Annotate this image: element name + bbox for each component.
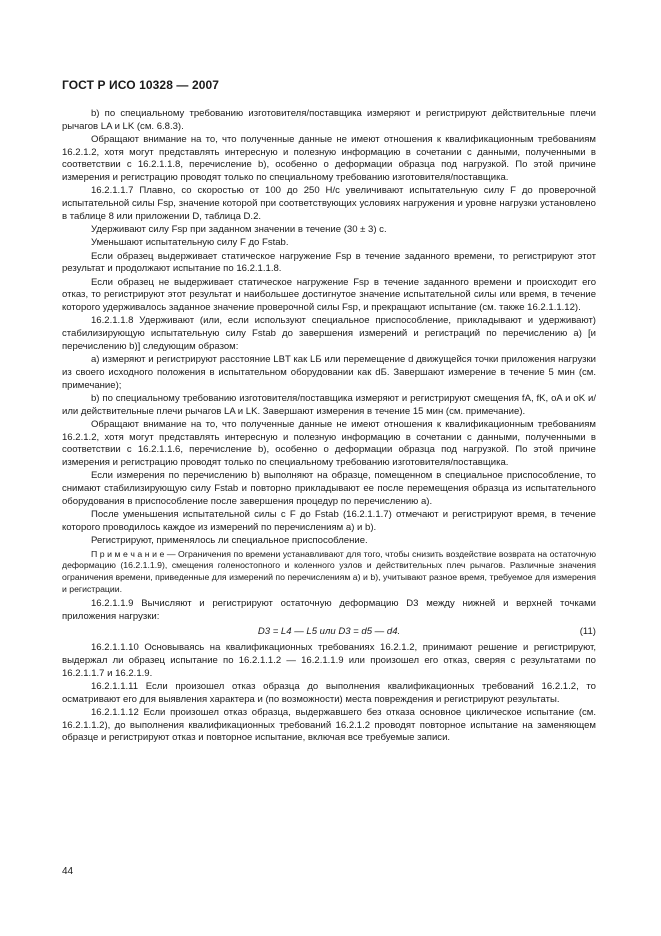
paragraph: a) измеряют и регистрируют расстояние LBT как LБ или перемещение d движущейся точки приложения нагрузки из своего исходного положения в испытательном оборудовании как dБ. Завершают измерение в течение 5 мин (см. примечание); [62, 354, 596, 391]
paragraph: Обращают внимание на то, что полученные данные не имеют отношения к квалификационным требованиям 16.2.1.2, хотя могут представлять интересную и полезную информацию в сочетании с данными, полученными в соответствии с 16.2.1.1.8, перечисление b), особенно о деформации образца под нагрузкой. По этой причине измерения и регистрацию проводят только по специальному требованию изготовителя/поставщика. [62, 134, 596, 184]
formula-expression: D3 = L4 — L5 или D3 = d5 — d4. [257, 626, 401, 638]
paragraph: b) по специальному требованию изготовителя/поставщика измеряют и регистрируют действительные плечи рычагов LA и LK (см. 6.8.3). [62, 108, 596, 132]
paragraph: 16.2.1.1.11 Если произошел отказ образца до выполнения квалификационных требований 16.2.1.2, то осматривают его для выявления характера и (по возможности) места повреждения и регистрируют результаты. [62, 680, 596, 705]
document-header: ГОСТ Р ИСО 10328 — 2007 [62, 78, 220, 92]
paragraph: После уменьшения испытательной силы с F до Fstab (16.2.1.1.7) отмечают и регистрируют время, в течение которого проводилось каждое из измерений по перечислениям a) и b). [62, 508, 596, 533]
page-number: 44 [62, 866, 74, 877]
paragraph: Если образец выдерживает статическое нагружение Fsp в течение заданного времени, то регистрируют этот результат и продолжают испытание по 16.2.1.1.8. [62, 250, 596, 275]
paragraph: Обращают внимание на то, что полученные данные не имеют отношения к квалификационным требованиям 16.2.1.2, хотя могут представлять интересную и полезную информацию в сочетании с данными, полученными в соответствии с 16.2.1.1.6, перечисление b), особенно о деформации образца под нагрузкой. По этой причине измерения и регистрацию проводят только по специальному требованию изготовителя/поставщика. [62, 418, 596, 468]
paragraph: 16.2.1.1.7 Плавно, со скоростью от 100 до 250 Н/с увеличивают испытательную силу F до проверочной испытательной силы Fsp, значение которой при соответствующих условиях нагружения и уровне нагрузки установлено в таблице 8 или приложении D, таблица D.2. [62, 185, 596, 222]
paragraph: Регистрируют, применялось ли специальное приспособление. [91, 534, 368, 546]
page-body [62, 108, 596, 746]
formula-number: (11) [579, 626, 596, 638]
paragraph: 16.2.1.1.8 Удерживают (или, если используют специальное приспособление, прикладывают и удерживают) стабилизирующую испытательную силу Fstab до завершения измерений и регистраций по перечислению a) [и перечислению b)] следующим образом: [62, 315, 596, 352]
paragraph: Уменьшают испытательную силу F до Fstab. [91, 237, 289, 249]
note: П р и м е ч а н и е — Ограничения по времени устанавливают для того, чтобы снизить воздействие возврата на остаточную деформацию (16.2.1.1.9), смещения голеностопного и коленного узлов и действительных плеч рычагов. Различные значения ограничения времени, приведенные для измерений по перечислениям a) и b), учитывают разное время, требуемое для измерения и регистрации. [62, 548, 596, 595]
paragraph: Удерживают силу Fsp при заданном значении в течение (30 ± 3) с. [91, 224, 387, 236]
paragraph: 16.2.1.1.9 Вычисляют и регистрируют остаточную деформацию D3 между нижней и верхней точками приложения нагрузки: [62, 597, 596, 622]
paragraph: Если образец не выдерживает статическое нагружение Fsp в течение заданного времени и происходит его отказ, то регистрируют этот результат и наибольшее достигнутое значение испытательной силы или время, в течение которого удерживалось заданное значение проверочной силы Fsp, и прекращают испытание (см. также 16.2.1.1.12). [62, 276, 596, 314]
paragraph: 16.2.1.1.10 Основываясь на квалификационных требованиях 16.2.1.2, принимают решение и регистрируют, выдержал ли образец испытание по 16.2.1.1.2 — 16.2.1.1.9 или произошел его отказ, сверяя с результатами по 16.2.1.1.7 и 16.2.1.9. [62, 642, 596, 679]
paragraph: 16.2.1.1.12 Если произошел отказ образца, выдержавшего без отказа основное циклическое испытание (см. 16.2.1.1.2), до выполнения квалификационных требований 16.2.1.2 проводят повторное испытание на заменяющем образце и регистрируют отказ и повторное испытание, включая все требуемые записи. [62, 706, 596, 744]
paragraph: b) по специальному требованию изготовителя/поставщика измеряют и регистрируют смещения fA, fK, oA и oK и/или действительные плечи рычагов LA и LK. Завершают измерения в течение 15 мин (см. примечание). [62, 392, 596, 417]
formula [62, 624, 596, 641]
paragraph: Если измерения по перечислению b) выполняют на образце, помещенном в специальное приспособление, то снимают стабилизирующую силу Fstab и повторно прикладывают ее после перемещения образца из испытательного оборудования в приспособление после завершения процедур по перечислению a). [62, 470, 596, 507]
